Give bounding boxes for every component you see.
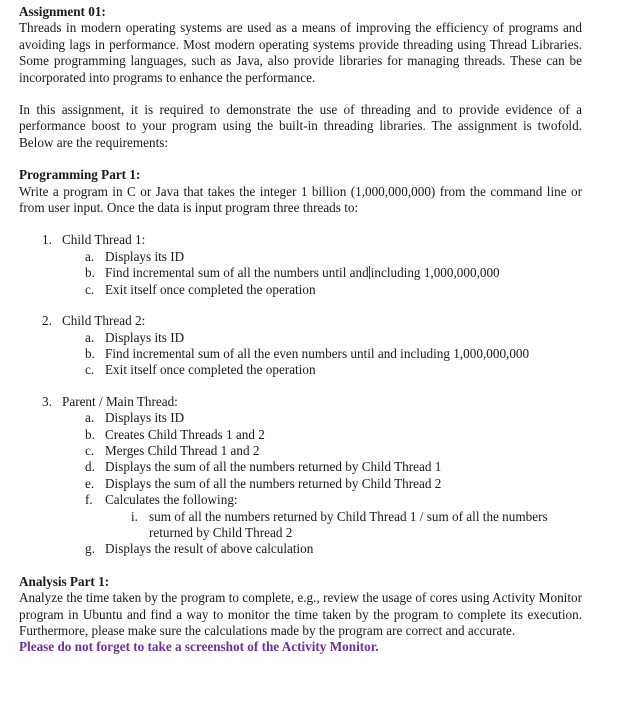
step-text: sum of all the numbers returned by Child Thread 1 / sum of all the numbers returned by Child Thread 2 (149, 508, 548, 540)
list-marker: d. (85, 459, 95, 475)
step-text: Merges Child Thread 1 and 2 (105, 442, 260, 458)
list-item (19, 410, 582, 426)
step-text: Displays its ID (105, 329, 185, 345)
task-paragraph: In this assignment, it is required to demonstrate the use of threading and to provide evidence of a performance boost to your program using the built-in threading libraries. The assignment is twofold. Below are the requirements: (19, 102, 582, 150)
step-text: Displays its ID (105, 248, 185, 264)
list-marker: a. (85, 329, 95, 345)
step-text: Displays the result of above calculation (105, 541, 314, 557)
programming-description: Write a program in C or Java that takes the integer 1 billion (1,000,000,000) from the command line or from user input. Once the data is input program three threads to: (19, 183, 582, 216)
list-item-child-thread-1 (19, 232, 582, 248)
list-item-sub-step (19, 509, 582, 542)
step-text: Calculates the following: (105, 492, 238, 508)
list-item (19, 443, 582, 459)
list-marker: c. (85, 362, 95, 378)
reminder-text: Please do not forget to take a screenshot of the Activity Monitor. (19, 639, 379, 655)
thread-label: Child Thread 2: (62, 313, 146, 329)
list-item (19, 330, 582, 346)
list-marker: a. (85, 410, 95, 426)
step-text: Exit itself once completed the operation (105, 281, 316, 297)
step-text: Displays the sum of all the numbers returned by Child Thread 2 (105, 475, 442, 491)
list-marker: 2. (42, 313, 52, 329)
list-item (19, 427, 582, 443)
thread-label: Parent / Main Thread: (62, 393, 178, 409)
list-item-main-thread (19, 394, 582, 410)
list-marker: b. (85, 426, 95, 442)
list-marker: e. (85, 475, 95, 491)
list-item (19, 541, 582, 557)
list-item (19, 476, 582, 492)
analysis-description: Analyze the time taken by the program to complete, e.g., review the usage of cores using Activity Monitor program in Ubuntu and find a way to monitor the time taken by the program to complete its execution. Furthermore, please make sure the calculations made by the program are correct and accurate. (19, 590, 582, 638)
list-item-child-thread-2 (19, 313, 582, 329)
intro-paragraph: Threads in modern operating systems are used as a means of improving the efficiency of programs and avoiding lags in performance. Most modern operating systems provide threading using Thread Libraries. Some programming languages, such as Java, also provide libraries for managing threads. These can be incorporated into programs to enhance the performance. (19, 20, 582, 85)
list-item (19, 265, 582, 281)
list-marker: c. (85, 442, 95, 458)
list-item (19, 362, 582, 378)
step-text-before-cursor: Find incremental sum of all the numbers until and (105, 265, 369, 281)
list-item (19, 282, 582, 298)
thread-label: Child Thread 1: (62, 232, 146, 248)
list-marker: c. (85, 281, 95, 297)
list-marker: 3. (42, 393, 52, 409)
list-marker: f. (85, 492, 93, 508)
step-text: Displays its ID (105, 410, 185, 426)
step-text: Exit itself once completed the operation (105, 362, 316, 378)
list-marker: g. (85, 541, 95, 557)
list-marker: i. (131, 508, 138, 524)
assignment-title: Assignment 01: (19, 4, 106, 19)
analysis-part-title: Analysis Part 1: (19, 573, 110, 589)
list-marker: 1. (42, 232, 52, 248)
programming-part-title: Programming Part 1: (19, 167, 141, 183)
assignment-document (19, 4, 582, 656)
list-marker: b. (85, 345, 95, 361)
list-item (19, 249, 582, 265)
step-text: Displays the sum of all the numbers returned by Child Thread 1 (105, 459, 442, 475)
step-text: Find incremental sum of all the even numbers until and including 1,000,000,000 (105, 345, 530, 361)
list-marker: a. (85, 248, 95, 264)
list-item (19, 492, 582, 508)
list-marker: b. (85, 265, 95, 281)
list-item (19, 459, 582, 475)
step-text-after-cursor: including 1,000,000,000 (370, 265, 500, 281)
step-text: Creates Child Threads 1 and 2 (105, 426, 265, 442)
list-item (19, 346, 582, 362)
